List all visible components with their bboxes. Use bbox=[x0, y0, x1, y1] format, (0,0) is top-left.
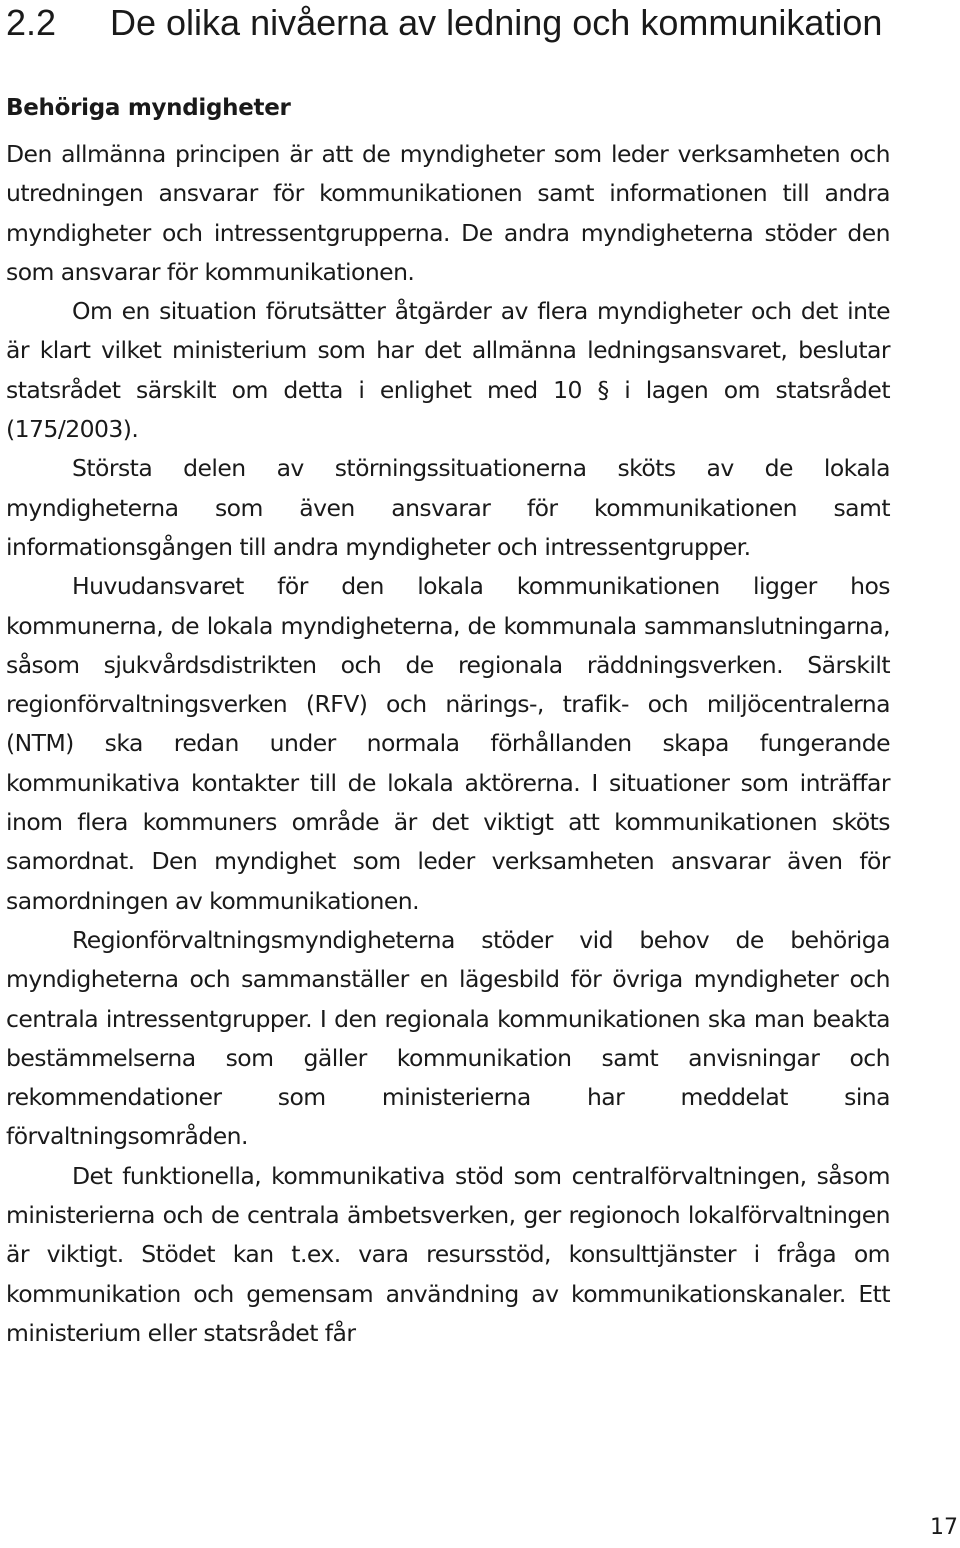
section-title: De olika nivåerna av ledning och kommunikation bbox=[110, 2, 883, 43]
paragraph: Huvudansvaret för den lokala kommunikationen ligger hos kommunerna, de lokala myndigheterna, de kommunala sammanslutningarna, såsom sjukvårdsdistrikten och de regionala räddningsverken. Särskilt regionförvaltningsverken (RFV) och närings-, trafik- och miljöcentralerna (NTM) ska redan under normala förhållanden skapa fungerande kommunikativa kontakter till de lokala aktörerna. I situationer som inträffar inom flera kommuners område är det viktigt att kommunikationen sköts samordnat. Den myndighet som leder verksamheten ansvarar även för samordningen av kommunikationen. bbox=[6, 572, 890, 915]
section-number: 2.2 bbox=[6, 2, 57, 43]
paragraph: Den allmänna principen är att de myndigheter som leder verksamheten och utredningen ansvarar för kommunikationen samt informationen till andra myndigheter och intressentgrupperna. De andra myndigheterna stöder den som ansvarar för kommunikationen. bbox=[6, 140, 890, 286]
paragraph: Största delen av störningssituationerna sköts av de lokala myndigheterna som även ansvarar för kommunikationen samt informationsgången till andra myndigheter och intressentgrupper. bbox=[6, 454, 890, 561]
paragraph: Om en situation förutsätter åtgärder av flera myndigheter och det inte är klart vilket ministerium som har det allmänna ledningsansvaret, beslutar statsrådet särskilt om detta i enlighet med 10 § i lagen om statsrådet (175/2003). bbox=[6, 297, 890, 444]
subheading: Behöriga myndigheter bbox=[6, 95, 291, 121]
paragraph: Det funktionella, kommunikativa stöd som centralförvaltningen, såsom ministerierna och de centrala ämbetsverken, ger regionoch lokalförvaltningen är viktigt. Stödet kan t.ex. vara resursstöd, konsulttjänster i fråga om kommunikation och gemensam användning av kommunikationskanaler. Ett ministerium eller statsrådet får bbox=[6, 1161, 890, 1347]
paragraph: Regionförvaltningsmyndigheterna stöder vid behov de behöriga myndigheterna och sammanställer en lägesbild för övriga myndigheter och centrala intressentgrupper. I den regionala kommunikationen ska man beakta bestämmelserna som gäller kommunikation samt anvisningar och rekommendationer som ministerierna har meddelat sina förvaltningsområden. bbox=[6, 925, 890, 1151]
body-text bbox=[6, 135, 890, 1353]
section-heading bbox=[6, 2, 882, 44]
page-number: 17 bbox=[930, 1515, 958, 1540]
